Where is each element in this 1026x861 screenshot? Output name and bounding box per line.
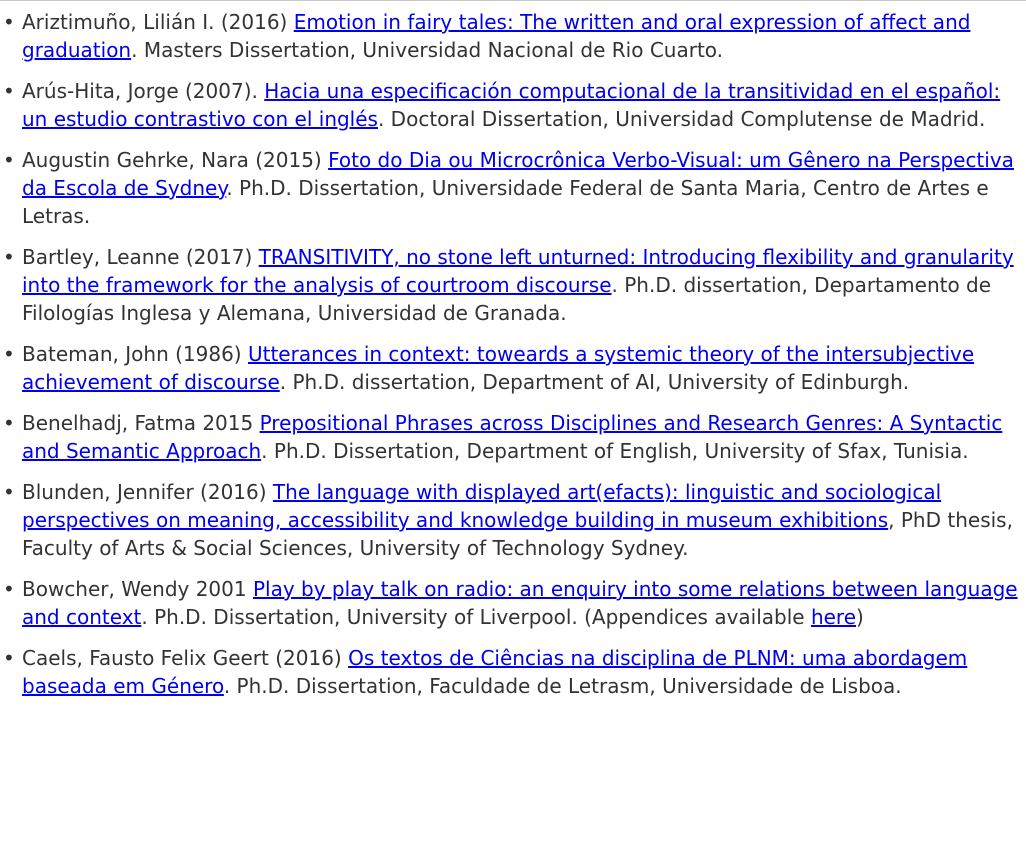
entry-details: . Ph.D. dissertation, Departamento de Filologías Inglesa y Alemana, Universidad de Granada. — [22, 273, 992, 325]
bibliography-entry-blunden — [0, 478, 1026, 562]
entry-author: Bartley, Leanne (2017) — [22, 245, 259, 269]
entry-details: . Ph.D. Dissertation, University of Liverpool. (Appendices available — [141, 605, 811, 629]
bibliography-entry-arus-hita — [0, 77, 1026, 133]
entry-details: . Doctoral Dissertation, Universidad Complutense de Madrid. — [377, 107, 986, 131]
entry-details: . Ph.D. dissertation, Department of AI, University of Edinburgh. — [279, 370, 910, 394]
entry-author: Arús-Hita, Jorge (2007). — [22, 79, 265, 103]
bibliography-entry-bateman — [0, 340, 1026, 396]
entry-details-close: ) — [856, 605, 864, 629]
entry-author: Benelhadj, Fatma 2015 — [22, 411, 260, 435]
bibliography-entry-augustin-gehrke — [0, 146, 1026, 230]
entry-details: . Masters Dissertation, Universidad Nacional de Rio Cuarto. — [131, 38, 724, 62]
entry-title-link[interactable]: Utterances in context: toweards a systemic theory of the intersubjective achievement of discourse — [22, 342, 975, 394]
entry-details: . Ph.D. Dissertation, Department of English, University of Sfax, Tunisia. — [261, 439, 969, 463]
entry-title-link[interactable]: Foto do Dia ou Microcrônica Verbo-Visual: um Gênero na Perspectiva da Escola de Sydney — [22, 148, 1014, 200]
entry-author: Bateman, John (1986) — [22, 342, 248, 366]
entry-title-link[interactable]: Play by play talk on radio: an enquiry into some relations between language and context — [22, 577, 1018, 629]
entry-title-link[interactable]: The language with displayed art(efacts): linguistic and sociological perspectives on meaning, accessibility and knowledge building in museum exhibitions — [22, 480, 942, 532]
entry-title-link[interactable]: Emotion in fairy tales: The written and oral expression of affect and graduation — [22, 10, 971, 62]
entry-author: Ariztimuño, Lilián I. (2016) — [22, 10, 294, 34]
bibliography-entry-ariztimuno — [0, 8, 1026, 64]
bibliography-entry-bartley — [0, 243, 1026, 327]
entry-title-link[interactable]: Os textos de Ciências na disciplina de PLNM: uma abordagem baseada em Género — [22, 646, 968, 698]
entry-details: . Ph.D. Dissertation, Faculdade de Letrasm, Universidade de Lisboa. — [223, 674, 902, 698]
entry-author: Augustin Gehrke, Nara (2015) — [22, 148, 329, 172]
top-divider — [0, 0, 1026, 1]
entry-title-link[interactable]: Prepositional Phrases across Disciplines and Research Genres: A Syntactic and Semantic Approach — [22, 411, 1003, 463]
entry-author: Blunden, Jennifer (2016) — [22, 480, 273, 504]
entry-author: Bowcher, Wendy 2001 — [22, 577, 253, 601]
bibliography-entry-bowcher — [0, 575, 1026, 631]
entry-title-link[interactable]: TRANSITIVITY, no stone left unturned: Introducing flexibility and granularity into the framework for the analysis of courtroom discourse — [22, 245, 1014, 297]
bibliography-entry-benelhadj — [0, 409, 1026, 465]
entry-author: Caels, Fausto Felix Geert (2016) — [22, 646, 349, 670]
entry-details: , PhD thesis, Faculty of Arts & Social Sciences, University of Technology Sydney. — [22, 508, 1013, 560]
entry-details: . Ph.D. Dissertation, Universidade Federal de Santa Maria, Centro de Artes e Letras. — [22, 176, 989, 228]
bibliography-entry-caels — [0, 644, 1026, 700]
entry-title-link[interactable]: Hacia una especificación computacional de la transitividad en el español: un estudio contrastivo con el inglés — [22, 79, 1001, 131]
appendices-link[interactable]: here — [810, 605, 857, 629]
